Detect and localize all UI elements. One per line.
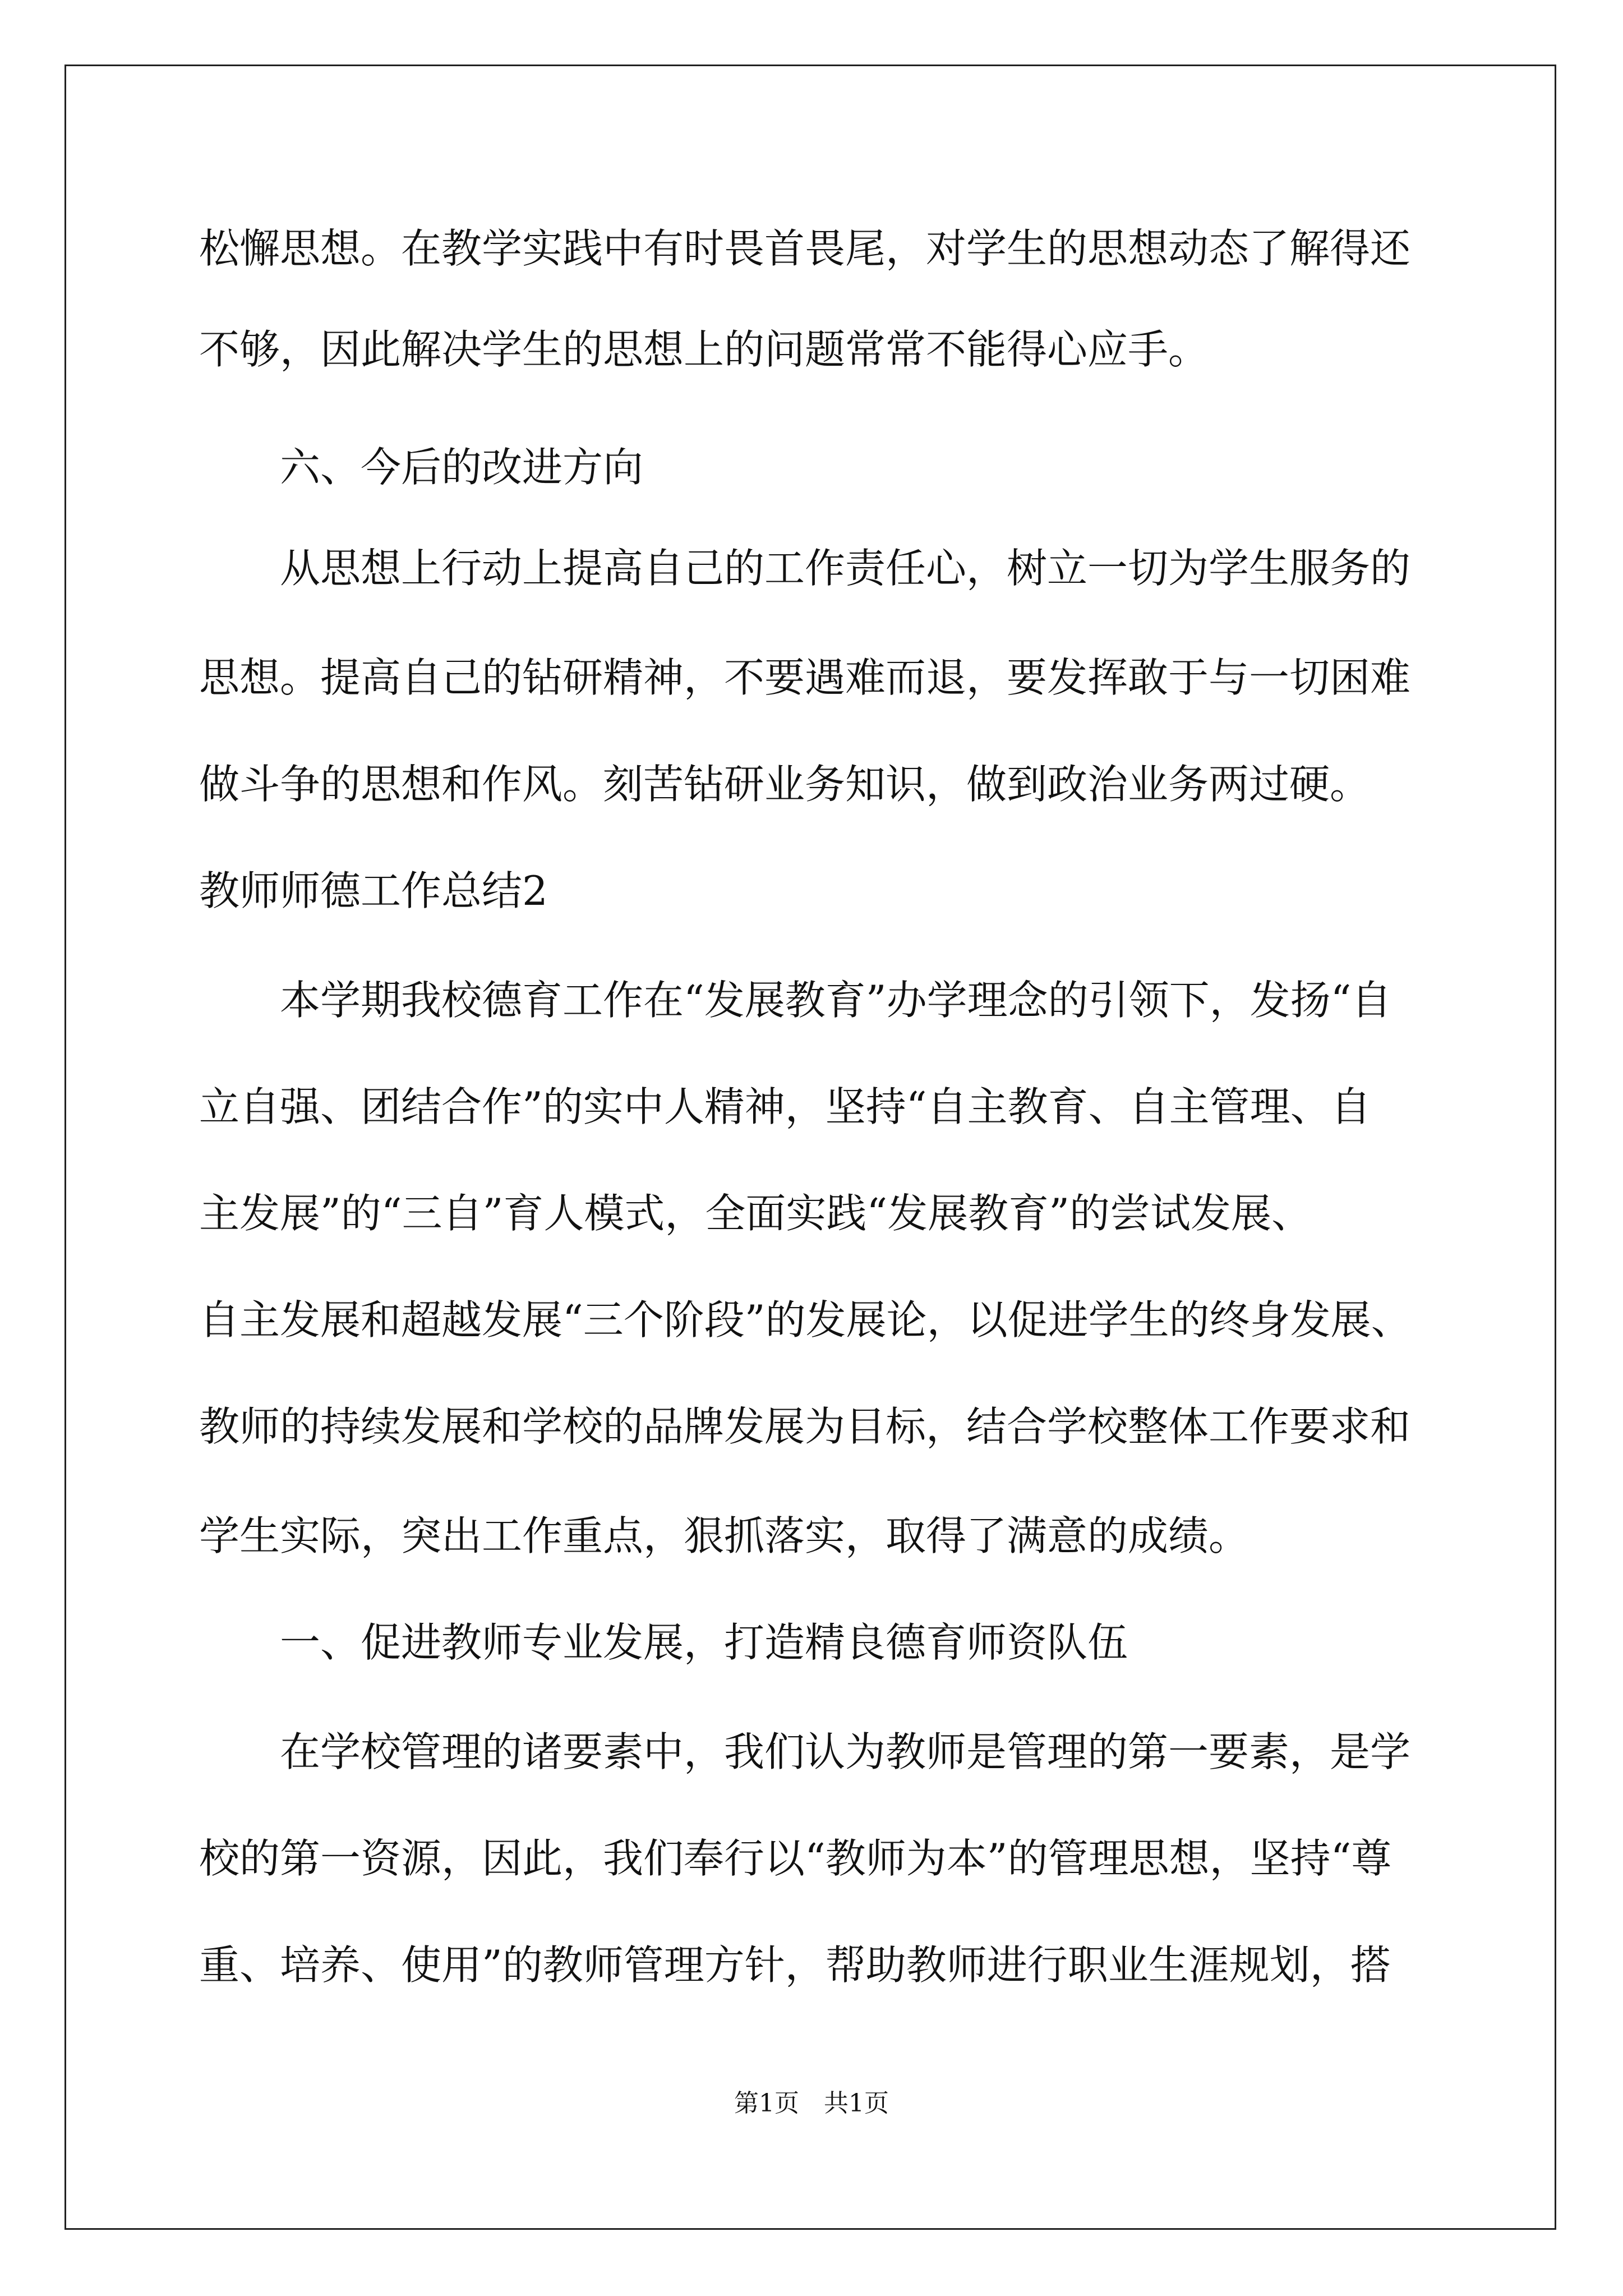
- paragraph-line: 做斗争的思想和作风。刻苦钻研业务知识，做到政治业务两过硬。: [199, 761, 1371, 808]
- paragraph-line: 立自强、团结合作”的实中人精神，坚持“自主教育、自主管理、自: [199, 1083, 1371, 1130]
- section-heading: 一、促进教师专业发展，打造精良德育师资队伍: [199, 1619, 1128, 1666]
- paragraph-line: 松懈思想。在教学实践中有时畏首畏尾，对学生的思想动态了解得还: [199, 225, 1411, 272]
- paragraph-line: 学生实际，突出工作重点，狠抓落实，取得了满意的成绩。: [199, 1512, 1249, 1559]
- page-number-footer: 第1页 共1页: [734, 2089, 889, 2118]
- page-border: [64, 65, 1556, 2230]
- paragraph-line: 本学期我校德育工作在“发展教育”办学理念的引领下，发扬“自: [199, 977, 1392, 1024]
- section-heading: 六、今后的改进方向: [199, 444, 644, 491]
- paragraph-line: 从思想上行动上提高自己的工作责任心，树立一切为学生服务的: [199, 545, 1411, 592]
- paragraph-line: 主发展”的“三自”育人模式，全面实践“发展教育”的尝试发展、: [199, 1190, 1312, 1237]
- paragraph-line: 校的第一资源，因此，我们奉行以“教师为本”的管理思想，坚持“尊: [199, 1835, 1392, 1882]
- document-title: 教师师德工作总结2: [199, 867, 548, 914]
- paragraph-line: 不够，因此解决学生的思想上的问题常常不能得心应手。: [199, 326, 1209, 373]
- paragraph-line: 自主发展和超越发展“三个阶段”的发展论，以促进学生的终身发展、: [199, 1296, 1412, 1343]
- paragraph-line: 教师的持续发展和学校的品牌发展为目标，结合学校整体工作要求和: [199, 1403, 1411, 1450]
- paragraph-line: 在学校管理的诸要素中，我们认为教师是管理的第一要素，是学: [199, 1728, 1411, 1775]
- paragraph-line: 思想。提高自己的钻研精神，不要遇难而退，要发挥敢于与一切困难: [199, 654, 1411, 701]
- paragraph-line: 重、培养、使用”的教师管理方针，帮助教师进行职业生涯规划，搭: [199, 1941, 1391, 1989]
